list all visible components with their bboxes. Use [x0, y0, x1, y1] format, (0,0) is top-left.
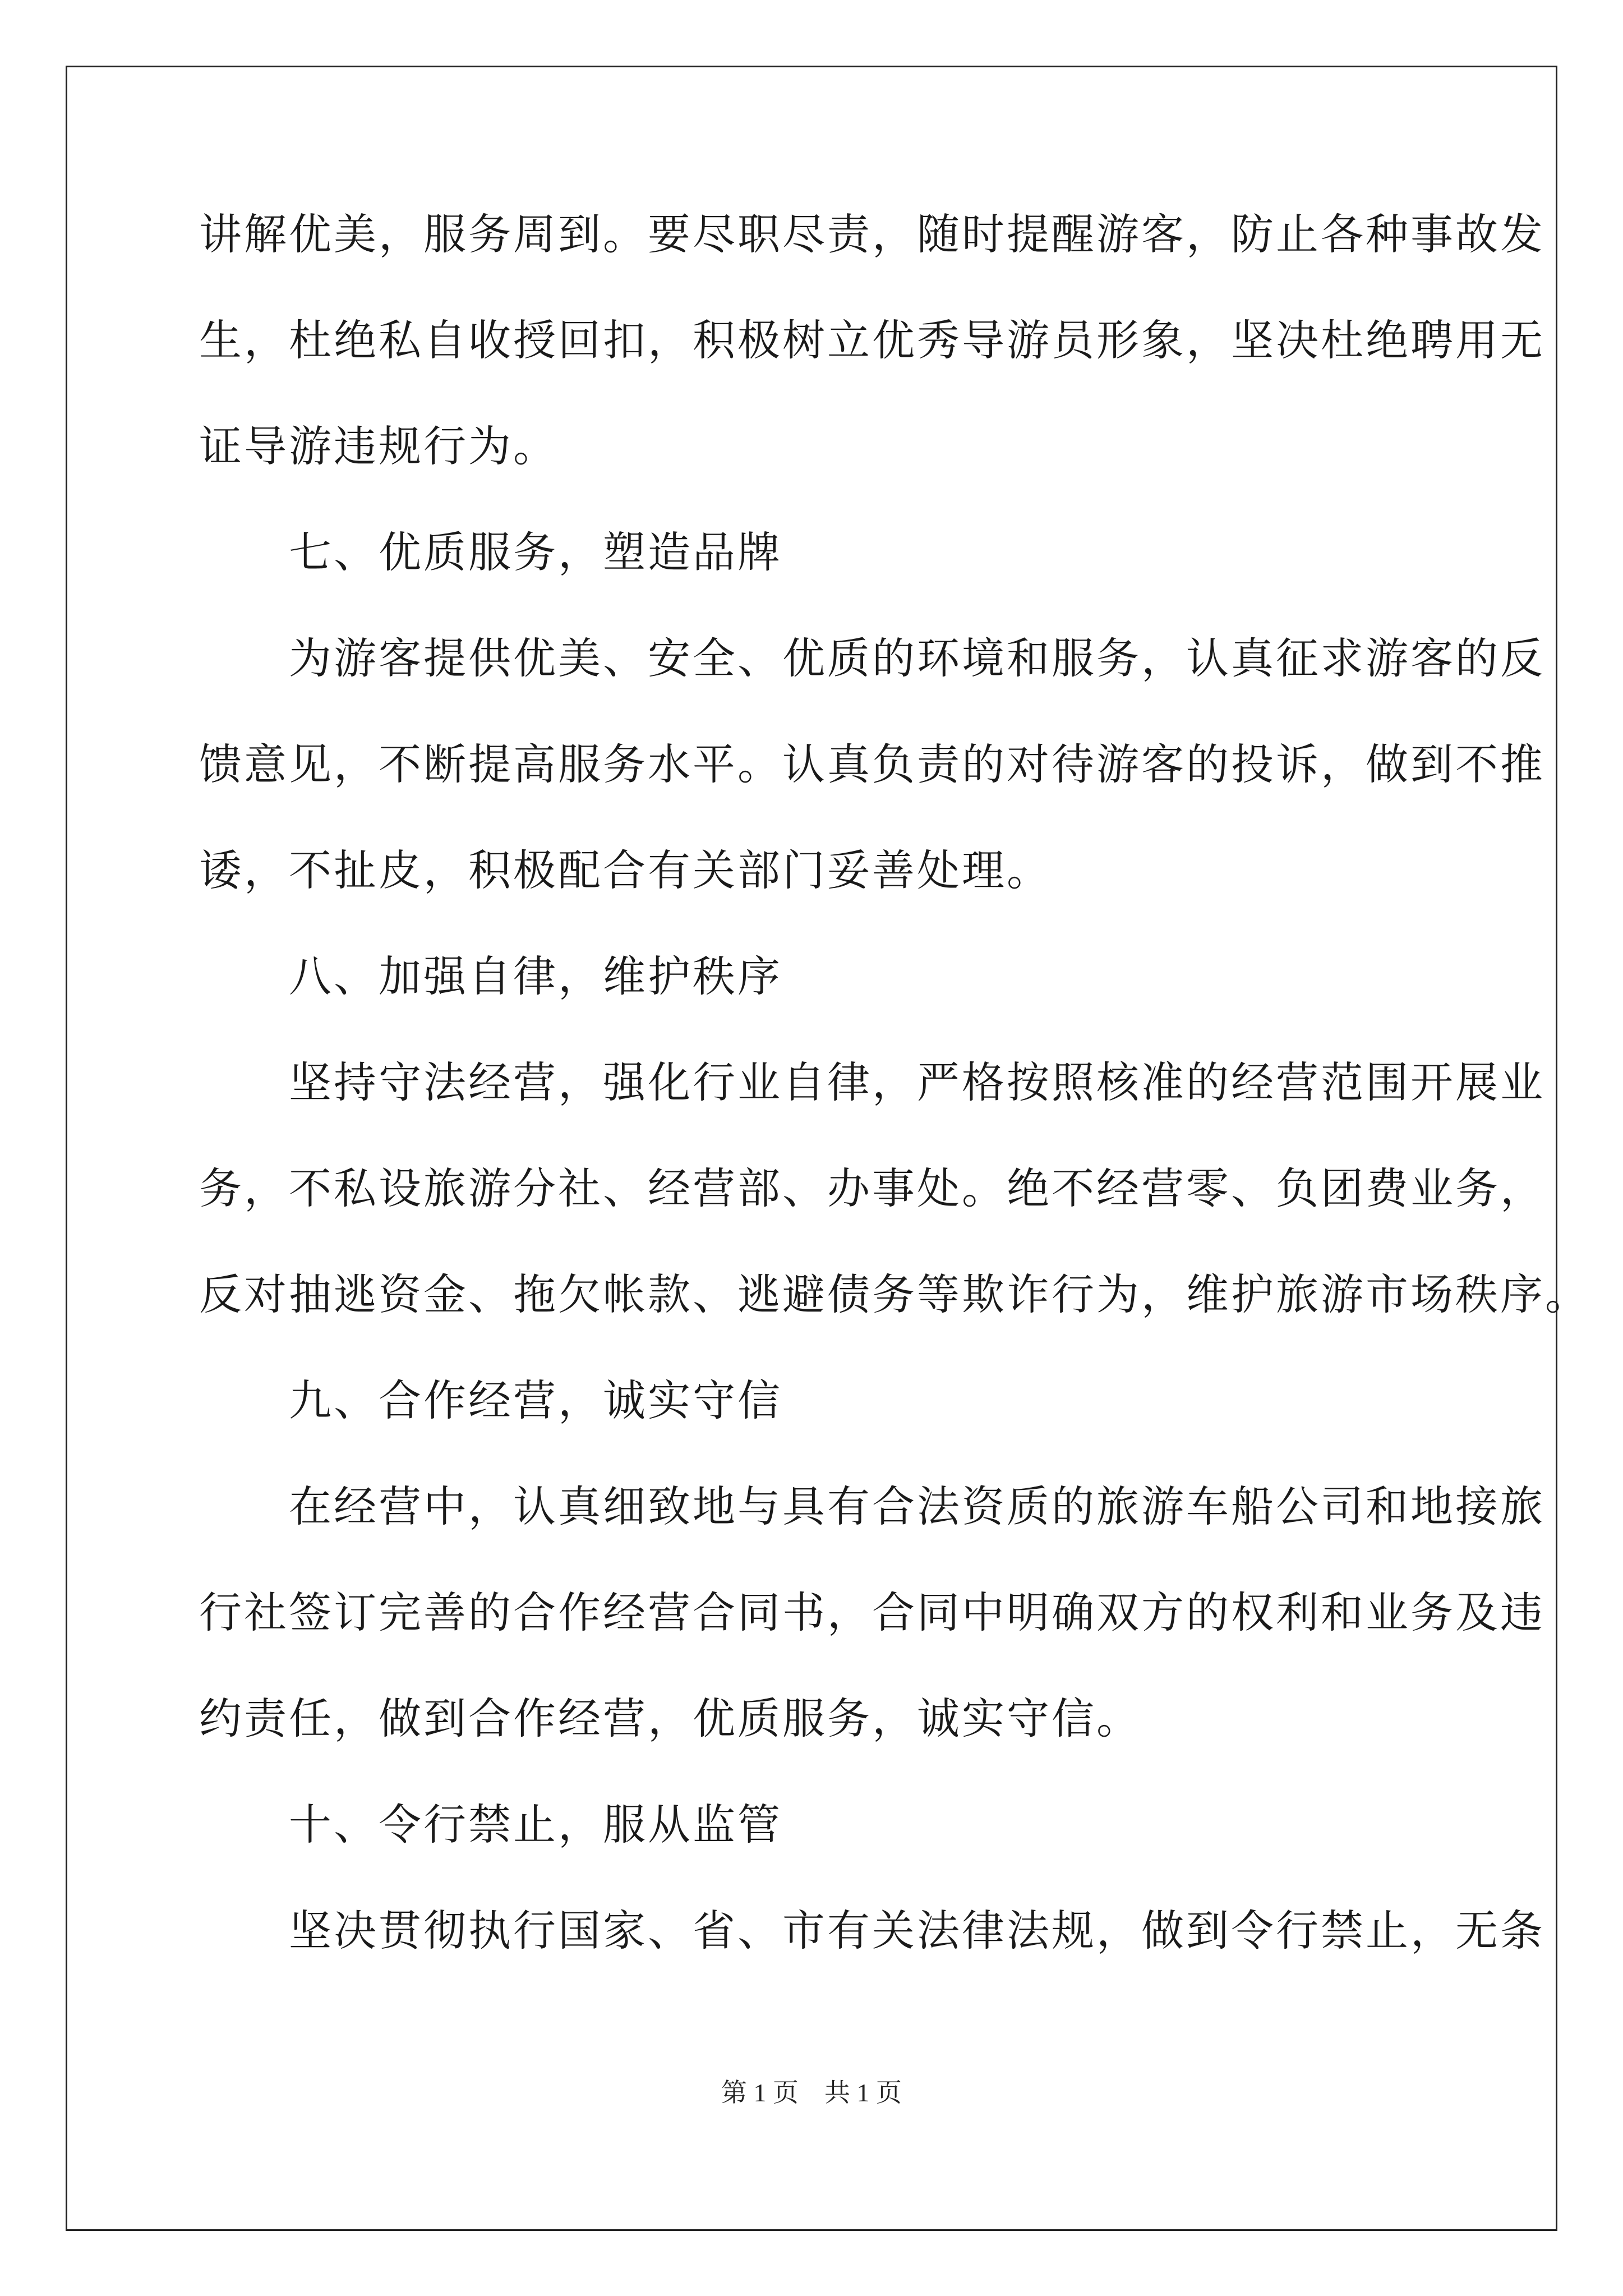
section-heading: 八、加强自律，维护秩序: [199, 951, 782, 1001]
section-heading: 十、令行禁止，服从监管: [199, 1800, 782, 1849]
text-line: 讲解优美，服务周到。要尽职尽责，随时提醒游客，防止各种事故发: [199, 209, 1545, 259]
text-line: 坚持守法经营，强化行业自律，严格按照核准的经营范围开展业: [199, 1057, 1545, 1107]
text-line: 约责任，做到合作经营，优质服务，诚实守信。: [199, 1694, 1141, 1743]
text-line: 证导游违规行为。: [199, 421, 558, 471]
text-line: 在经营中，认真细致地与具有合法资质的旅游车船公司和地接旅: [199, 1481, 1545, 1531]
text-line: 生，杜绝私自收授回扣，积极树立优秀导游员形象，坚决杜绝聘用无: [199, 315, 1545, 365]
text-line: 务，不私设旅游分社、经营部、办事处。绝不经营零、负团费业务，: [199, 1163, 1545, 1213]
document-body: [199, 209, 1590, 2120]
section-heading: 七、优质服务，塑造品牌: [199, 527, 782, 577]
text-line: 馈意见，不断提高服务水平。认真负责的对待游客的投诉，做到不推: [199, 739, 1545, 789]
text-line: 行社签订完善的合作经营合同书，合同中明确双方的权利和业务及违: [199, 1588, 1545, 1637]
text-line: 为游客提供优美、安全、优质的环境和服务，认真征求游客的反: [199, 633, 1545, 683]
section-heading: 九、合作经营，诚实守信: [199, 1375, 782, 1425]
text-line: 坚决贯彻执行国家、省、市有关法律法规，做到令行禁止，无条: [199, 1906, 1545, 1955]
text-line: 诿，不扯皮，积极配合有关部门妥善处理。: [199, 845, 1052, 895]
page-number-footer: 第 1 页 共 1 页: [721, 2078, 902, 2107]
text-line: 反对抽逃资金、拖欠帐款、逃避债务等欺诈行为，维护旅游市场秩序。: [199, 1269, 1590, 1319]
